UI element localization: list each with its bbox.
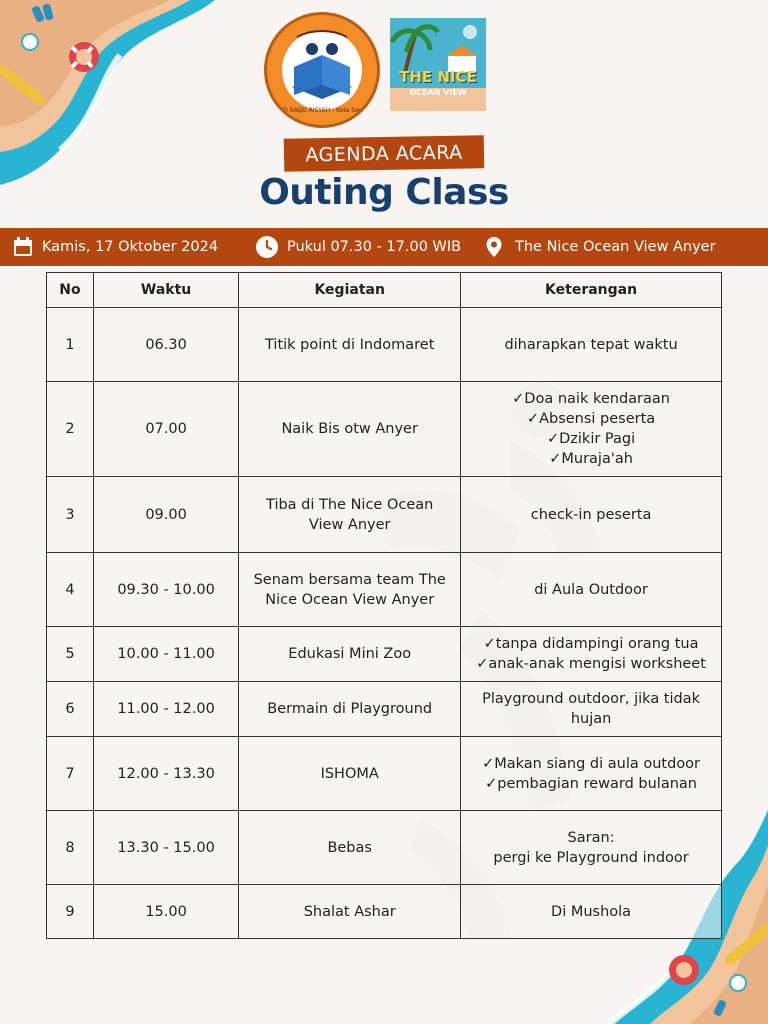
school-logo-text: TAUD SAQU AISYAH - Kota Serang xyxy=(271,107,373,114)
kegiatan-line: Bebas xyxy=(327,839,372,856)
cell-waktu: 13.30 - 15.00 xyxy=(93,811,238,885)
cell-no: 3 xyxy=(47,477,94,553)
cell-kegiatan xyxy=(239,737,461,811)
table-row xyxy=(47,382,722,477)
keterangan-line: Saran: xyxy=(567,829,615,846)
kegiatan-line: Bermain di Playground xyxy=(267,701,433,717)
school-logo xyxy=(264,12,380,128)
cell-no: 1 xyxy=(47,308,94,382)
cell-keterangan xyxy=(461,682,722,737)
resort-logo xyxy=(390,18,486,111)
cell-keterangan xyxy=(461,737,722,811)
table-row xyxy=(47,553,722,627)
keterangan-line: ✓Dzikir Pagi xyxy=(546,431,636,447)
column-header-waktu: Waktu xyxy=(93,273,238,308)
cell-kegiatan xyxy=(239,811,461,885)
cell-keterangan xyxy=(461,885,722,939)
resort-logo-title: THE NICE xyxy=(399,68,477,86)
keterangan-line: Playground outdoor, jika tidak xyxy=(482,691,701,707)
keterangan-line: ✓Muraja'ah xyxy=(549,451,633,467)
kegiatan-line: Edukasi Mini Zoo xyxy=(288,646,412,662)
event-location xyxy=(485,228,716,266)
event-time xyxy=(255,228,461,266)
kegiatan-line: Senam bersama team The xyxy=(253,571,446,588)
kegiatan-line: ISHOMA xyxy=(320,765,379,782)
cell-waktu: 07.00 xyxy=(93,382,238,477)
cell-no: 2 xyxy=(47,382,94,477)
cell-waktu: 09.00 xyxy=(93,477,238,553)
keterangan-line: ✓Makan siang di aula outdoor xyxy=(482,755,701,772)
cell-kegiatan xyxy=(239,477,461,553)
event-location-text: The Nice Ocean View Anyer xyxy=(515,239,716,255)
cell-no: 7 xyxy=(47,737,94,811)
keterangan-line: ✓Absensi peserta xyxy=(526,411,656,427)
event-info-bar xyxy=(0,228,768,266)
clock-icon xyxy=(255,235,279,259)
table-row xyxy=(47,737,722,811)
table-row xyxy=(47,477,722,553)
cell-waktu: 06.30 xyxy=(93,308,238,382)
cell-waktu: 12.00 - 13.30 xyxy=(93,737,238,811)
cell-keterangan xyxy=(461,627,722,682)
cell-kegiatan xyxy=(239,382,461,477)
cell-keterangan xyxy=(461,477,722,553)
cell-no: 9 xyxy=(47,885,94,939)
keterangan-line: Di Mushola xyxy=(551,903,632,920)
keterangan-line: ✓pembagian reward bulanan xyxy=(485,775,697,792)
cell-waktu: 11.00 - 12.00 xyxy=(93,682,238,737)
kegiatan-line: Naik Bis otw Anyer xyxy=(281,421,418,437)
keterangan-line: check-in peserta xyxy=(530,506,652,523)
cell-keterangan xyxy=(461,308,722,382)
event-date-text: Kamis, 17 Oktober 2024 xyxy=(42,239,219,255)
kegiatan-line: Tiba di The Nice Ocean xyxy=(266,496,434,513)
column-header-keterangan: Keterangan xyxy=(461,273,722,308)
cell-kegiatan xyxy=(239,308,461,382)
table-row xyxy=(47,885,722,939)
keterangan-line: di Aula Outdoor xyxy=(534,581,648,598)
cell-kegiatan xyxy=(239,627,461,682)
cell-kegiatan xyxy=(239,885,461,939)
cell-waktu: 09.30 - 10.00 xyxy=(93,553,238,627)
resort-logo-subtitle: OCEAN VIEW xyxy=(409,88,467,97)
table-row xyxy=(47,811,722,885)
event-date xyxy=(12,228,218,266)
keterangan-line: ✓Doa naik kendaraan xyxy=(512,391,670,407)
cell-waktu: 10.00 - 11.00 xyxy=(93,627,238,682)
agenda-table-body xyxy=(47,308,722,939)
cell-keterangan xyxy=(461,811,722,885)
cell-kegiatan xyxy=(239,553,461,627)
keterangan-line: pergi ke Playground indoor xyxy=(493,849,689,866)
column-header-kegiatan: Kegiatan xyxy=(239,273,461,308)
cell-kegiatan xyxy=(239,682,461,737)
agenda-label: AGENDA ACARA xyxy=(284,135,485,171)
keterangan-line: ✓anak-anak mengisi worksheet xyxy=(476,656,706,672)
cell-keterangan xyxy=(461,553,722,627)
kegiatan-line: Titik point di Indomaret xyxy=(265,336,435,353)
table-row xyxy=(47,308,722,382)
column-header-no: No xyxy=(47,273,94,308)
event-time-text: Pukul 07.30 - 17.00 WIB xyxy=(287,239,462,255)
calendar-icon xyxy=(12,236,34,258)
cell-no: 4 xyxy=(47,553,94,627)
page-title: Outing Class xyxy=(259,172,509,213)
agenda-table xyxy=(46,272,722,939)
cell-no: 5 xyxy=(47,627,94,682)
table-row xyxy=(47,627,722,682)
kegiatan-line: Shalat Ashar xyxy=(303,903,396,920)
table-row xyxy=(47,682,722,737)
cell-keterangan xyxy=(461,382,722,477)
cell-no: 8 xyxy=(47,811,94,885)
kegiatan-line: View Anyer xyxy=(308,516,391,533)
keterangan-line: hujan xyxy=(570,711,612,727)
keterangan-line: ✓tanpa didampingi orang tua xyxy=(483,636,699,652)
cell-waktu: 15.00 xyxy=(93,885,238,939)
keterangan-line: diharapkan tepat waktu xyxy=(504,336,678,353)
kegiatan-line: Nice Ocean View Anyer xyxy=(265,591,435,608)
map-pin-icon xyxy=(485,236,503,258)
cell-no: 6 xyxy=(47,682,94,737)
table-header-row xyxy=(47,273,722,308)
